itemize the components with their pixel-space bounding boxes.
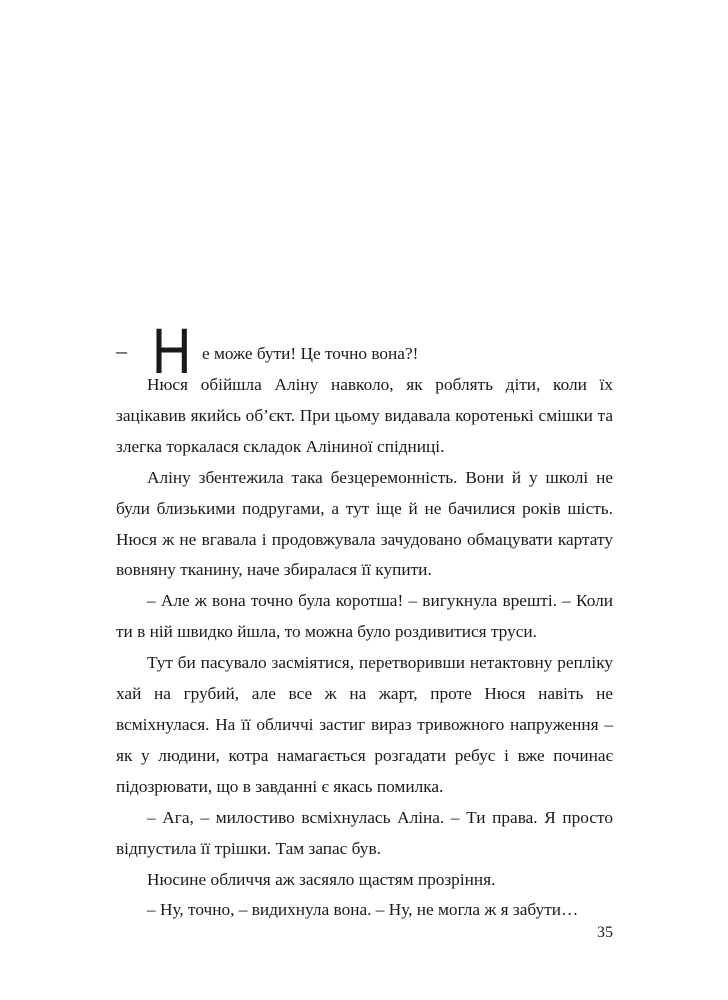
opening-line-text: е може бути! Це точно вона?! (202, 344, 419, 363)
dialogue-dash: – (116, 338, 127, 363)
paragraph-3: – Але ж вона точно була коротша! – вигукнула врешті. – Коли ти в ній швидко йшла, то можна було роздивитися труси. (116, 591, 613, 642)
opening-line (116, 315, 613, 387)
page-number: 35 (597, 924, 613, 941)
paragraph-2: Аліну збентежила така безцеремонність. Вони й у школі не були близькими подругами, а тут іще й не бачилися років шість. Нюся ж не вгавала і продовжувала зачудовано обмацувати картату вовняну тканину, наче збиралася її купити. (116, 467, 613, 580)
paragraph-7: – Ну, точно, – видихнула вона. – Ну, не могла ж я забути… (147, 900, 579, 920)
paragraph-1: Нюся обійшла Аліну навколо, як роблять діти, коли їх зацікавив якийсь об’єкт. При цьому видавала коротенькі смішки та злегка торкалася складок Аліниної спідниці. (116, 375, 613, 456)
drop-cap: Н (152, 315, 192, 387)
body-text (116, 315, 613, 926)
paragraph-5: – Ага, – милостиво всміхнулась Аліна. – Ти права. Я просто відпустила її трішки. Там запас був. (116, 807, 613, 858)
paragraph-6: Нюсине обличчя аж засяяло щастям прозріння. (147, 869, 496, 889)
paragraph-4: Тут би пасувало засміятися, перетворивши нетактовну репліку хай на грубий, але все ж на жарт, проте Нюся навіть не всміхнулася. На її обличчі застиг вираз тривожного напруження – як у людини, котра намагається розгадати ребус і вже починає підозрювати, що в завданні є якась помилка. (116, 653, 613, 796)
